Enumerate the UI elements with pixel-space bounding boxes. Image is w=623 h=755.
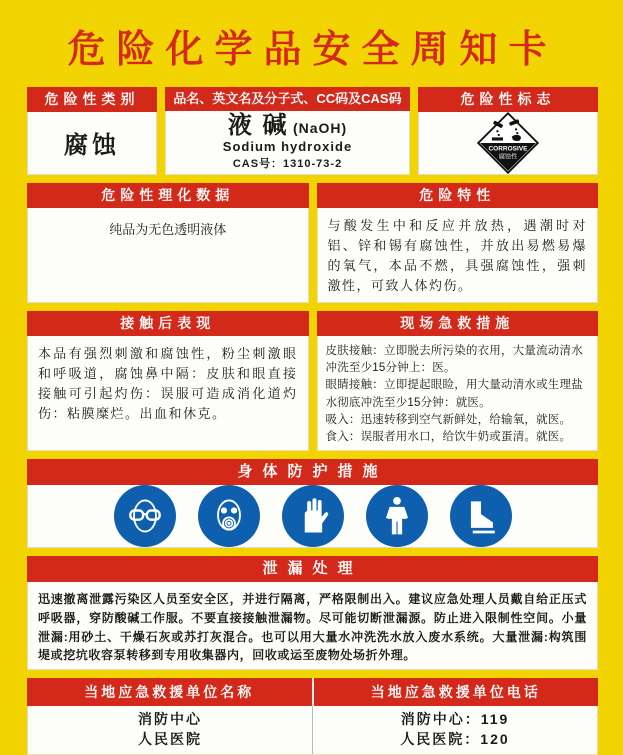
exposure-text: 本品有强烈刺激和腐蚀性，粉尘刺激眼和呼吸道，腐蚀鼻中隔：皮肤和眼直接接触可引起灼伤：误服可造成消化道灼伤：粘膜糜烂。出血和休克。 [38, 345, 298, 422]
emergency-body [27, 706, 598, 755]
corrosive-label-en: CORROSIVE [488, 145, 528, 153]
section-ppe [27, 459, 598, 548]
protective-suit-icon [366, 485, 428, 547]
emergency-names-header: 当地应急救援单位名称 [27, 678, 314, 706]
product-english-name: Sodium hydroxide [222, 139, 353, 155]
hazard-mark-body [418, 112, 598, 175]
corrosive-label-zh: 腐蚀性 [498, 153, 518, 161]
hazard-traits-header: 危险特性 [317, 183, 599, 208]
first-aid-skin: 皮肤接触：立即脱去所污染的衣用，大量流动清水冲洗至少15分钟上：医。 [325, 344, 583, 375]
spill-body [27, 582, 598, 669]
physchem-header: 危险性理化数据 [27, 183, 309, 208]
emergency-headers [27, 678, 598, 706]
emergency-phone-fire: 消防中心：119 [400, 711, 510, 728]
section-hazard-mark [418, 87, 598, 175]
ppe-header: 身体防护措施 [27, 459, 598, 485]
hazard-class-header: 危险性类别 [27, 87, 157, 112]
gloves-icon [282, 485, 344, 547]
product-formula: (NaOH) [292, 120, 348, 137]
page-title: 危险化学品安全周知卡 [67, 29, 558, 71]
hazard-traits-body [317, 208, 599, 304]
section-spill [27, 556, 598, 669]
section-exposure [27, 311, 309, 451]
section-first-aid [317, 311, 599, 451]
product-name: 液 碱 [227, 112, 289, 140]
first-aid-header: 现场急救措施 [317, 311, 599, 336]
emergency-phone-hospital: 人民医院：120 [400, 730, 510, 747]
product-body [165, 111, 410, 175]
spill-text: 迅速撤离泄露污染区人员至安全区，并进行隔离，严格限制出入。建议应急处理人员戴自给正压式呼吸器，穿防酸碱工作服。不要直接接触泄漏物。尽可能切断泄漏源。防止进入限制性空间。小量泄漏:用砂土、干燥石灰或苏打灰混合。也可以用大量水冲洗洗水放入废水系统。大量泄漏:构筑围堤或挖坑收容泵转移到专用收集器内，回收或运至废物处场折外理。 [38, 592, 587, 663]
section-emergency [27, 678, 598, 755]
exposure-body [27, 336, 309, 452]
emergency-phones-cell [313, 706, 597, 754]
section-physchem [27, 183, 309, 303]
spill-header: 泄漏处理 [27, 556, 598, 582]
first-aid-body [317, 336, 599, 452]
section-hazard-traits [317, 183, 599, 303]
physchem-body [27, 208, 309, 304]
section-product [165, 87, 410, 175]
first-aid-eyes: 眼睛接触：立即提起眼睑，用大量动清水或生理盐水彻底冲洗至少15分钟：就医。 [325, 379, 583, 409]
respirator-icon [198, 485, 260, 547]
exposure-header: 接触后表现 [27, 311, 309, 336]
first-aid-ingestion: 食入：误服者用水口，给饮牛奶或蛋清。就医。 [325, 431, 572, 444]
product-header: 品名、英文名及分子式、CC码及CAS码 [165, 87, 410, 111]
hazard-class-value: 腐蚀 [64, 132, 120, 160]
product-cas-number: CAS号：1310-73-2 [232, 158, 343, 171]
hazard-traits-text: 与酸发生中和反应并放热，遇潮时对铝、锌和锡有腐蚀性，并放出易燃易爆的氧气，本品不燃，具强腐蚀性，强刺激性，可致人体灼伤。 [327, 217, 587, 294]
ppe-body [27, 485, 598, 548]
hazard-class-body [27, 112, 157, 175]
corrosive-diamond-icon [477, 112, 539, 174]
goggles-icon [114, 485, 176, 547]
boots-icon [450, 485, 512, 547]
row-identification [27, 87, 598, 175]
emergency-name-hospital: 人民医院 [138, 730, 202, 747]
physchem-text: 纯品为无色透明液体 [109, 221, 227, 237]
emergency-names-cell [28, 706, 313, 754]
first-aid-inhalation: 吸入：迅速转移到空气新鲜处，给输氧，就医。 [325, 413, 572, 426]
emergency-phones-header: 当地应急救援单位电话 [370, 683, 541, 700]
row-properties [27, 183, 598, 303]
hazard-mark-header: 危险性标志 [418, 87, 598, 112]
emergency-name-fire: 消防中心 [138, 711, 202, 728]
row-exposure-aid [27, 311, 598, 451]
section-hazard-class [27, 87, 157, 175]
